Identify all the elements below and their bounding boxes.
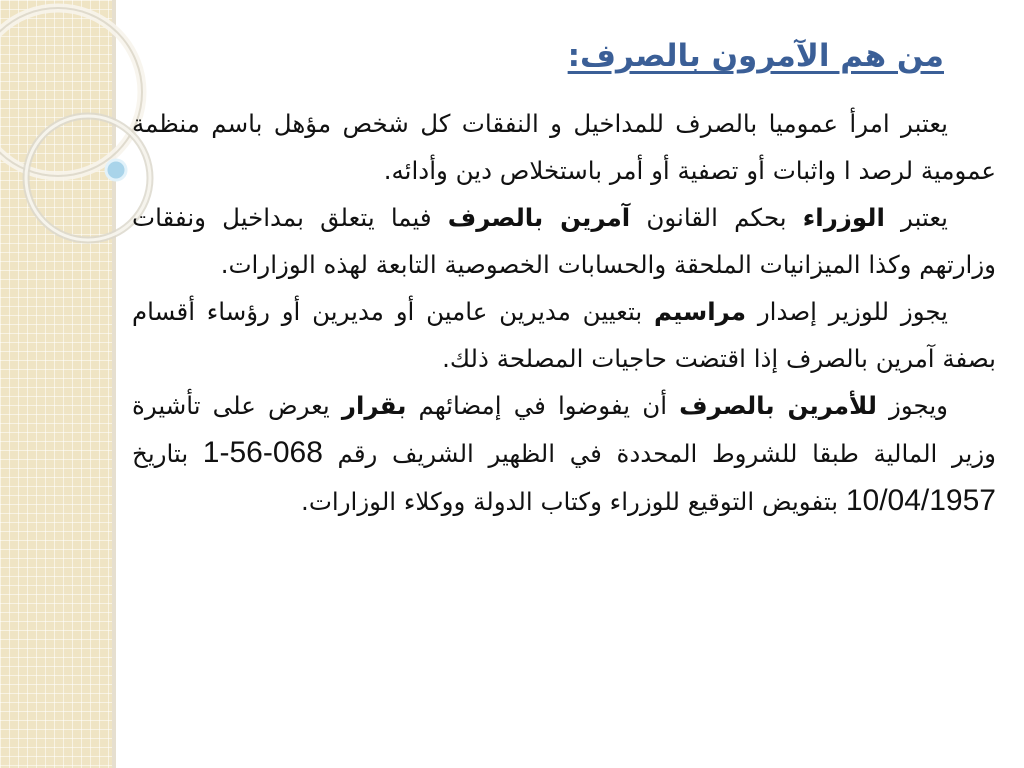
paragraph-text: ويجوز <box>876 391 948 420</box>
paragraph-text: يعتبر امرأ عموميا بالصرف للمداخيل و النفقات كل شخص مؤهل باسم منظمة عمومية لرصد ا واثبات أو تصفية أو أمر باستخلاص دين وأدائه. <box>132 109 996 185</box>
outer-ring <box>0 8 142 176</box>
slide-body <box>132 100 996 525</box>
paragraph-text: بتعيين مديرين عامين أو مديرين أو رؤساء أقسام بصفة آمرين بالصرف إذا اقتضت حاجيات المصلحة ذلك. <box>132 297 996 373</box>
paragraph-text: بتفويض التوقيع للوزراء وكتاب الدولة ووكلاء الوزارات. <box>301 487 846 516</box>
emphasized-text: مراسيم <box>653 297 747 326</box>
emphasized-text: بقرار <box>341 391 407 420</box>
paragraph <box>132 288 996 382</box>
paragraph-text: أن يفوضوا في إمضائهم <box>406 391 680 420</box>
paragraph-text: يعرض على تأشيرة وزير المالية طبقا للشروط المحددة في الظهير الشريف رقم <box>132 391 996 468</box>
reference-number: 10/04/1957 <box>845 484 996 517</box>
paragraph-text: يعتبر <box>884 203 948 232</box>
emphasized-text: الوزراء <box>802 203 885 232</box>
emphasized-text: للأمرين بالصرف <box>679 391 877 420</box>
paragraph <box>132 100 996 194</box>
paragraph-text: فيما يتعلق بمداخيل ونفقات وزارتهم وكذا الميزانيات الملحقة والحسابات الخصوصية التابعة لهذه الوزارات. <box>132 203 996 279</box>
reference-number: 1-56-068 <box>202 436 323 469</box>
paragraph-text: يجوز للوزير إصدار <box>746 297 949 326</box>
slide-title: من هم الآمرون بالصرف: <box>567 38 944 74</box>
paragraph-text: بحكم القانون <box>630 203 803 232</box>
paragraph <box>132 194 996 288</box>
paragraph <box>132 382 996 525</box>
emphasized-text: آمرين بالصرف <box>447 203 631 232</box>
blue-dot-icon <box>106 160 126 180</box>
paragraph-text: بتاريخ <box>132 439 203 468</box>
